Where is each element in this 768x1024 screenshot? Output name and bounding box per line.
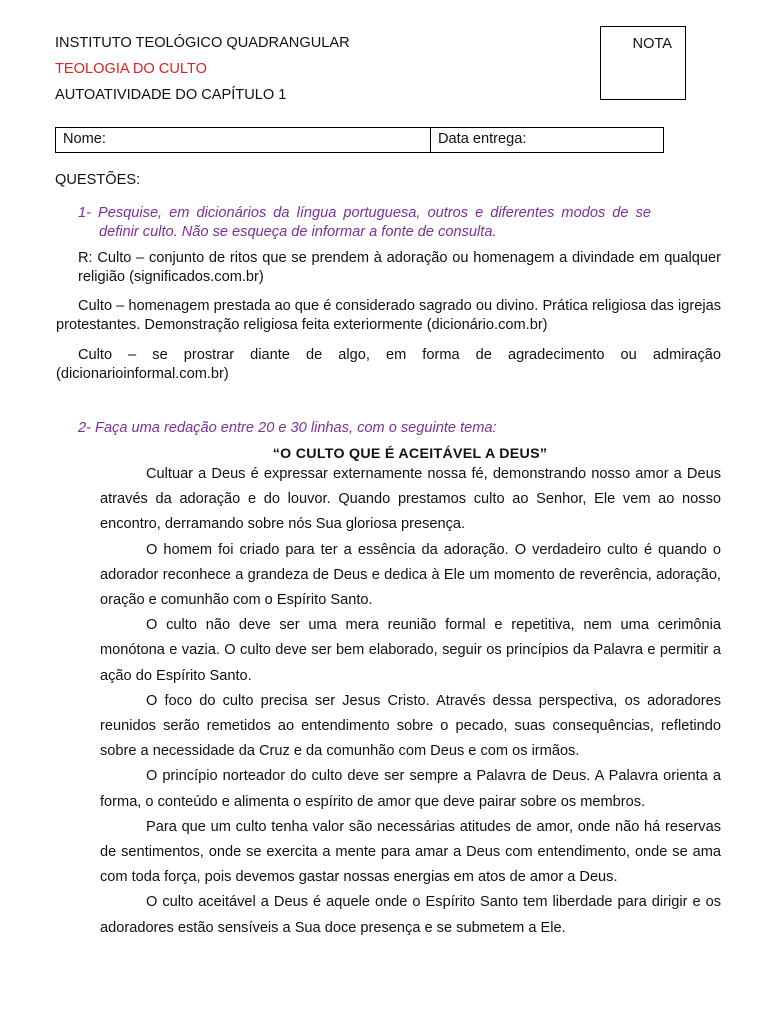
grade-box[interactable] xyxy=(600,26,686,100)
answer-1-part-3-text: Culto – se prostrar diante de algo, em forma de agradecimento ou admiração (dicionarioinformal.com.br) xyxy=(56,347,721,382)
questions-heading: QUESTÕES: xyxy=(55,172,141,188)
answer-1-part-2-text: Culto – homenagem prestada ao que é considerado sagrado ou divino. Prática religiosa das igrejas protestantes. Demonstração religiosa feita exteriormente (dicionário.com.br) xyxy=(56,298,721,333)
essay-paragraph: Para que um culto tenha valor são necessárias atitudes de amor, onde não há reservas de sentimentos, onde se exercita a mente para amar a Deus com entendimento, onde se ama com toda força, pois devemos gastar nossas energias em atos de amor a Deus. xyxy=(100,818,721,886)
essay-paragraph: O foco do culto precisa ser Jesus Cristo. Através dessa perspectiva, os adoradores reunidos serão remetidos ao entendimento sobre o pecado, suas consequências, refletindo sobre a necessidade da Cruz e da comunhão com Deus e com os irmãos. xyxy=(100,692,721,760)
answer-1-part-2 xyxy=(56,297,721,335)
name-label: Nome: xyxy=(63,131,106,147)
date-label: Data entrega: xyxy=(438,131,527,147)
essay-paragraph: Cultuar a Deus é expressar externamente nossa fé, demonstrando nosso amor a Deus através da adoração e do louvor. Quando prestamos culto ao Senhor, Ele vem ao nosso encontro, derramando sobre nós Sua gloriosa presença. xyxy=(100,466,721,533)
question-1 xyxy=(78,204,651,242)
essay-title: “O CULTO QUE É ACEITÁVEL A DEUS” xyxy=(272,446,548,462)
essay-body xyxy=(100,462,721,941)
name-field[interactable] xyxy=(56,128,431,152)
student-info-table xyxy=(55,127,664,153)
course-title: TEOLOGIA DO CULTO xyxy=(55,61,207,77)
essay-paragraph: O homem foi criado para ter a essência da adoração. O verdadeiro culto é quando o adorador reconhece a grandeza de Deus e dedica à Ele um momento de reverência, adoração, oração e comunhão com o Espírito Santo. xyxy=(100,541,721,609)
essay-paragraph: O culto aceitável a Deus é aquele onde o Espírito Santo tem liberdade para dirigir e os adoradores estão sensíveis a Sua doce presença e se submetem a Ele. xyxy=(100,894,721,936)
answer-1-part-1: R: Culto – conjunto de ritos que se prendem à adoração ou homenagem a divindade em qualquer religião (significados.com.br) xyxy=(78,250,721,285)
date-field[interactable] xyxy=(431,128,533,152)
institution-name: INSTITUTO TEOLÓGICO QUADRANGULAR xyxy=(55,35,350,51)
activity-title: AUTOATIVIDADE DO CAPÍTULO 1 xyxy=(55,87,287,103)
question-1-text: 1- Pesquise, em dicionários da língua portuguesa, outros e diferentes modos de se definir culto. Não se esqueça de informar a fonte de consulta. xyxy=(78,205,651,240)
question-2 xyxy=(78,419,678,438)
essay-paragraph: O princípio norteador do culto deve ser sempre a Palavra de Deus. A Palavra orienta a forma, o conteúdo e alimenta o espírito de amor que deve pairar sobre os membros. xyxy=(100,768,721,810)
question-2-text: 2- Faça uma redação entre 20 e 30 linhas, com o seguinte tema: xyxy=(78,420,497,436)
grade-label: NOTA xyxy=(632,36,672,52)
essay-paragraph: O culto não deve ser uma mera reunião formal e repetitiva, nem uma cerimônia monótona e vazia. O culto deve ser bem elaborado, seguir os princípios da Palavra e permitir a ação do Espírito Santo. xyxy=(100,617,721,684)
answer-1-part-3 xyxy=(56,346,721,384)
